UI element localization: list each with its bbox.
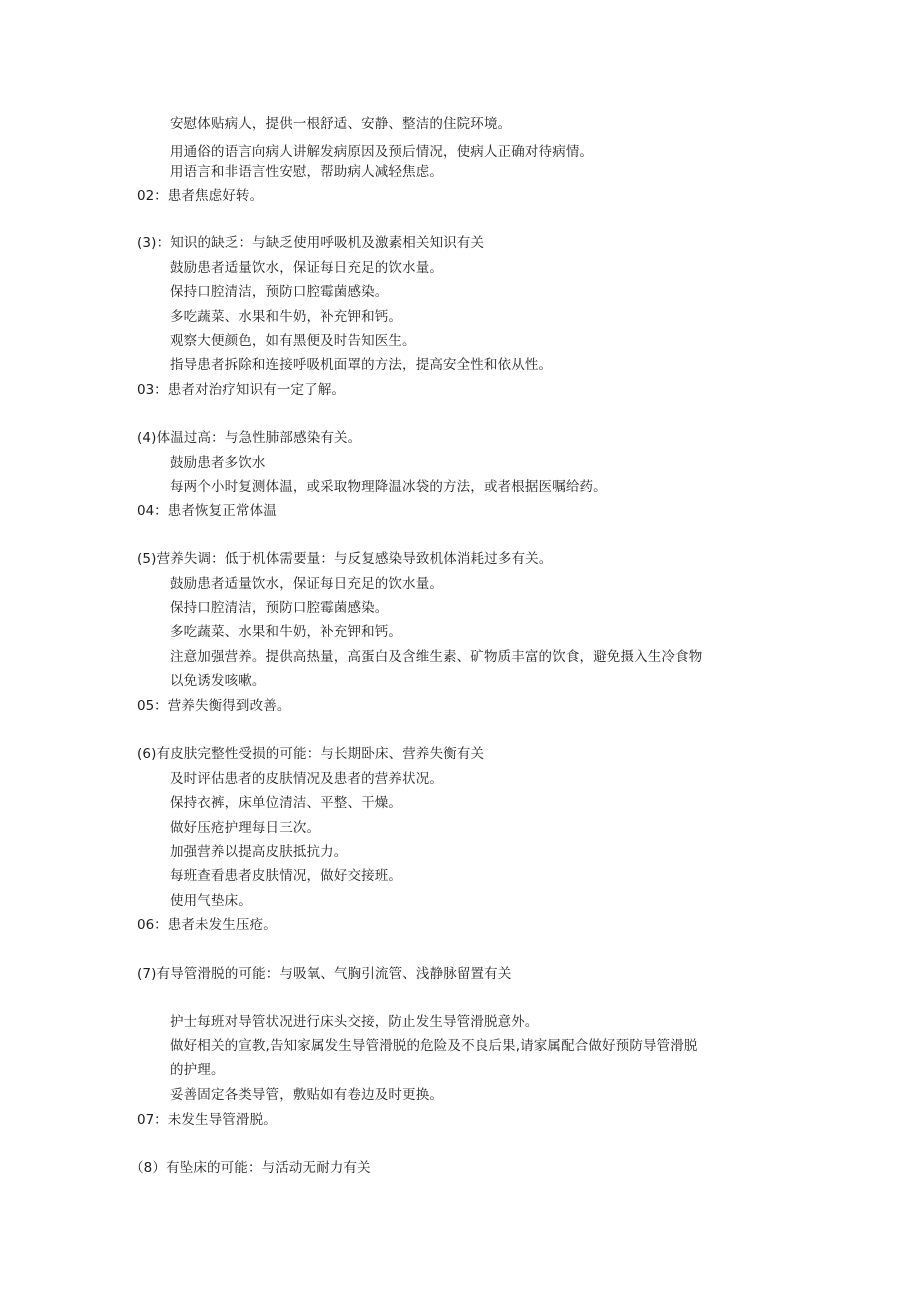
nursing-measure: 观察大便颜色，如有黑便及时告知医生。 (170, 333, 416, 349)
diagnosis-heading: (6)有皮肤完整性受损的可能：与长期卧床、营养失衡有关 (137, 746, 485, 762)
diagnosis-heading: (7)有导管滑脱的可能：与吸氧、气胸引流管、浅静脉留置有关 (137, 966, 512, 982)
outcome-line (137, 384, 345, 398)
outcome-line (137, 700, 291, 714)
nursing-measure: 注意加强营养。提供高热量，高蛋白及含维生素、矿物质丰富的饮食，避免摄入生冷食物 (170, 649, 703, 665)
outcome-label: 04： (137, 503, 168, 519)
nursing-measure: 每班查看患者皮肤情况，做好交接班。 (170, 868, 403, 884)
outcome-text: 患者对治疗知识有一定了解。 (167, 382, 346, 398)
nursing-measure: 用语言和非语言性安慰，帮助病人减轻焦虑。 (170, 164, 443, 180)
nursing-measure: 护士每班对导管状况进行床头交接，防止发生导管滑脱意外。 (170, 1014, 539, 1030)
nursing-measure: 每两个小时复测体温，或采取物理降温冰袋的方法，或者根据医嘱给药。 (170, 479, 607, 495)
outcome-text: 患者恢复正常体温 (167, 503, 277, 519)
nursing-measure: 用通俗的语言向病人讲解发病原因及预后情况，使病人正确对待病情。 (170, 144, 594, 160)
nursing-measure: 保持口腔清洁，预防口腔霉菌感染。 (170, 284, 389, 300)
outcome-label: 06： (137, 917, 168, 933)
nursing-measure: 多吃蔬菜、水果和牛奶，补充钾和钙。 (170, 309, 403, 325)
nursing-measure: 加强营养以提高皮肤抵抗力。 (170, 844, 348, 860)
nursing-measure: 保持口腔清洁，预防口腔霉菌感染。 (170, 600, 389, 616)
nursing-measure: 指导患者拆除和连接呼吸机面罩的方法，提高安全性和依从性。 (170, 357, 553, 373)
nursing-measure: 保持衣裤，床单位清洁、平整、干燥。 (170, 795, 403, 811)
outcome-label: 03： (137, 382, 168, 398)
nursing-measure: 及时评估患者的皮肤情况及患者的营养状况。 (170, 771, 443, 787)
outcome-text: 未发生导管滑脱。 (167, 1112, 277, 1128)
nursing-measure: 的护理。 (170, 1062, 225, 1078)
nursing-measure: 以免诱发咳嗽。 (170, 673, 266, 689)
nursing-measure: 使用气垫床。 (170, 893, 252, 909)
outcome-text: 患者未发生压疮。 (167, 917, 277, 933)
nursing-measure: 妥善固定各类导管，敷贴如有卷边及时更换。 (170, 1087, 443, 1103)
outcome-line (137, 919, 277, 933)
diagnosis-heading: （8）有坠床的可能：与活动无耐力有关 (130, 1160, 371, 1176)
outcome-text: 患者焦虑好转。 (167, 188, 264, 204)
nursing-measure: 鼓励患者适量饮水，保证每日充足的饮水量。 (170, 576, 443, 592)
nursing-measure: 做好压疮护理每日三次。 (170, 820, 321, 836)
diagnosis-heading: (4)体温过高：与急性肺部感染有关。 (137, 430, 362, 446)
nursing-measure: 做好相关的宣教,告知家属发生导管滑脱的危险及不良后果,请家属配合做好预防导管滑脱 (170, 1038, 698, 1054)
diagnosis-heading: (5)营养失调：低于机体需要量：与反复感染导致机体消耗过多有关。 (137, 551, 553, 567)
diagnosis-heading: (3)：知识的缺乏：与缺乏使用呼吸机及激素相关知识有关 (137, 235, 485, 251)
outcome-text: 营养失衡得到改善。 (167, 698, 291, 714)
nursing-measure: 安慰体贴病人，提供一根舒适、安静、整洁的住院环境。 (170, 116, 512, 132)
nursing-measure: 鼓励患者适量饮水，保证每日充足的饮水量。 (170, 260, 443, 276)
outcome-label: 05： (137, 698, 168, 714)
nursing-measure: 多吃蔬菜、水果和牛奶，补充钾和钙。 (170, 624, 403, 640)
outcome-line (137, 505, 277, 519)
outcome-label: 02： (137, 188, 168, 204)
outcome-line (137, 190, 263, 204)
outcome-line (137, 1114, 277, 1128)
nursing-measure: 鼓励患者多饮水 (170, 455, 266, 471)
outcome-label: 07： (137, 1112, 168, 1128)
